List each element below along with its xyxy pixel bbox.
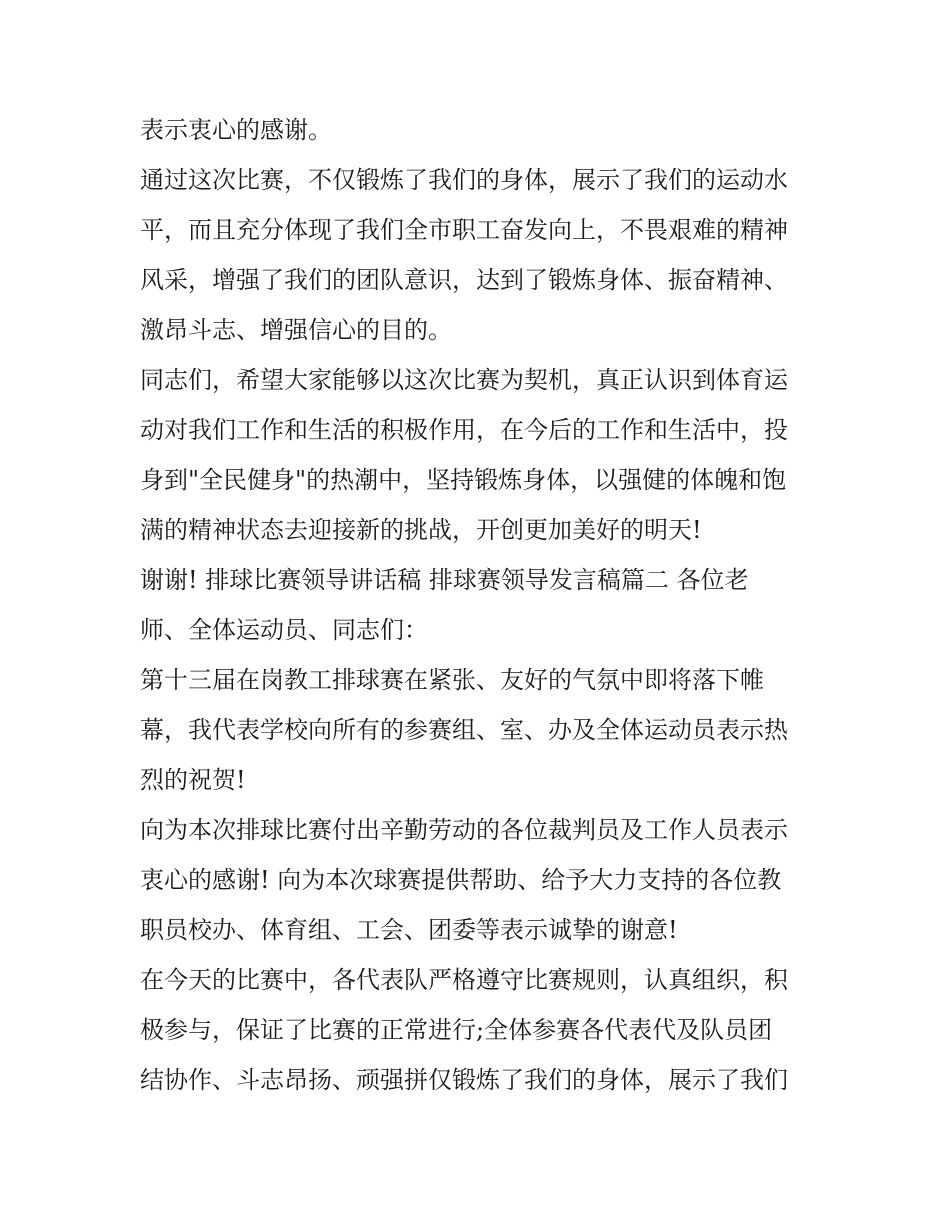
text-line: 烈的祝贺! — [140, 766, 246, 794]
text-line: 极参与，保证了比赛的正常进行;全体参赛各代表代及队员团 — [140, 1016, 773, 1044]
text-line: 师、全体运动员、同志们： — [140, 616, 428, 644]
text-line: 同志们，希望大家能够以这次比赛为契机，真正认识到体育运 — [140, 366, 788, 394]
text-line: 第十三届在岗教工排球赛在紧张、友好的气氛中即将落下帷 — [140, 666, 764, 694]
text-line: 激昂斗志、增强信心的目的。 — [140, 316, 452, 344]
text-line: 平，而且充分体现了我们全市职工奋发向上，不畏艰难的精神 — [140, 216, 788, 244]
text-line: 表示衷心的感谢。 — [140, 116, 332, 144]
text-line: 幕，我代表学校向所有的参赛组、室、办及全体运动员表示热 — [140, 716, 788, 744]
text-line: 动对我们工作和生活的积极作用，在今后的工作和生活中，投 — [140, 416, 788, 444]
text-line: 风采，增强了我们的团队意识，达到了锻炼身体、振奋精神、 — [140, 266, 788, 294]
text-line: 在今天的比赛中，各代表队严格遵守比赛规则，认真组织，积 — [140, 966, 788, 994]
text-line: 身到"全民健身"的热潮中，坚持锻炼身体，以强健的体魄和饱 — [140, 466, 787, 494]
text-line: 结协作、斗志昂扬、顽强拼仅锻炼了我们的身体，展示了我们 — [140, 1066, 788, 1094]
text-line: 谢谢! 排球比赛领导讲话稿 排球赛领导发言稿篇二 各位老 — [140, 566, 749, 594]
text-line: 衷心的感谢! 向为本次球赛提供帮助、给予大力支持的各位教 — [140, 866, 782, 894]
text-line: 职员校办、体育组、工会、团委等表示诚挚的谢意! — [140, 916, 678, 944]
text-line: 满的精神状态去迎接新的挑战，开创更加美好的明天! — [140, 516, 702, 544]
text-line: 向为本次排球比赛付出辛勤劳动的各位裁判员及工作人员表示 — [140, 816, 788, 844]
text-line: 通过这次比赛，不仅锻炼了我们的身体，展示了我们的运动水 — [140, 166, 788, 194]
